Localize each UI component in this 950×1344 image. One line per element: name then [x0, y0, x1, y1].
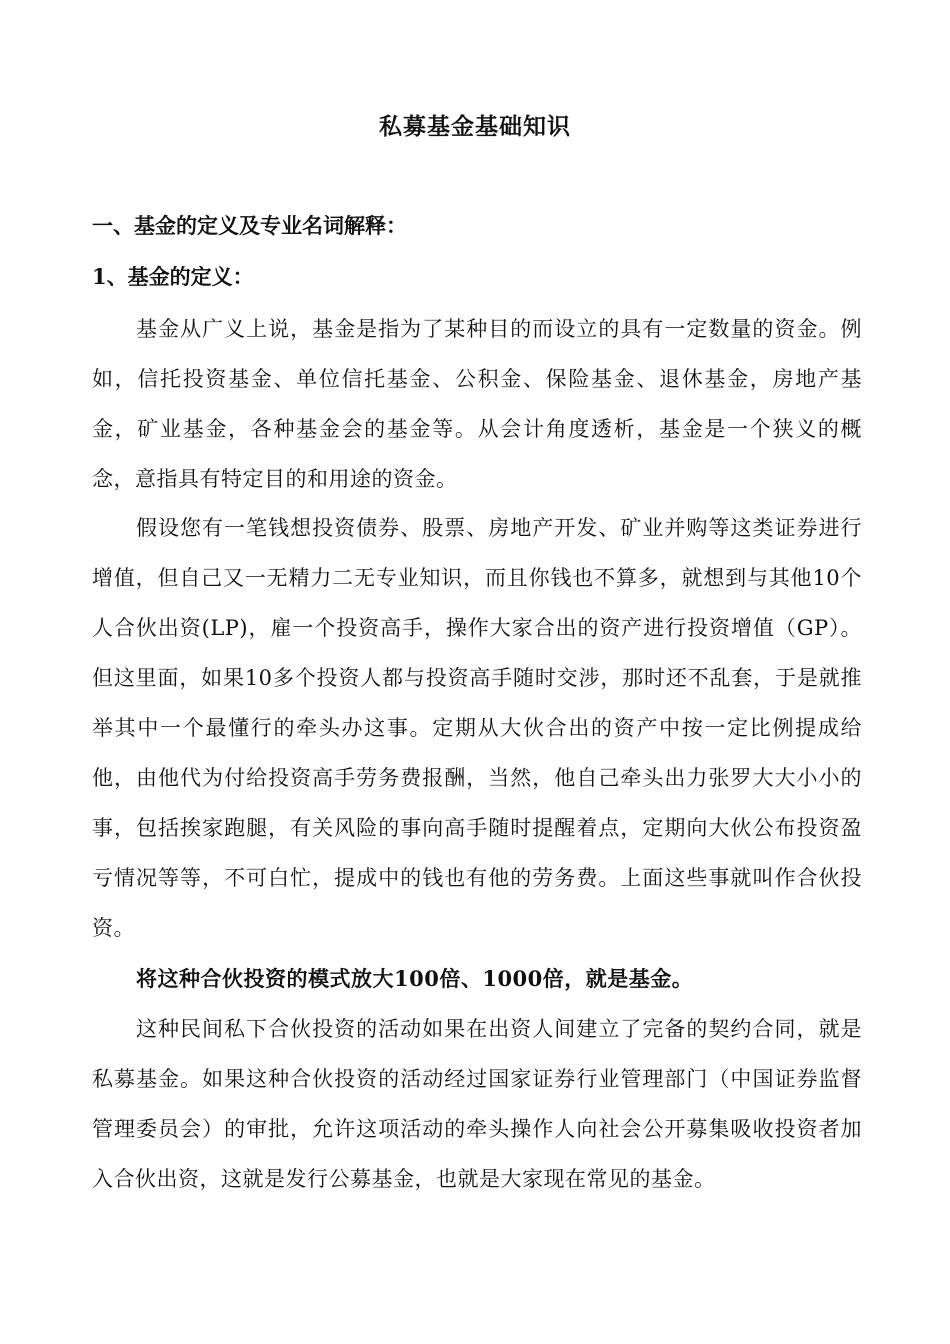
subsection-heading: 1、基金的定义： — [92, 264, 254, 289]
document-title: 私募基金基础知识 — [379, 113, 571, 140]
paragraph-example: 假设您有一笔钱想投资债券、股票、房地产开发、矿业并购等这类证券进行增值，但自己又一无精力二无专业知识，而且你钱也不算多，就想到与其他10个人合伙出资(LP)，雇一个投资高手，操作大家合出的资产进行投资增值（GP）。但这里面，如果10多个投资人都与投资高手随时交涉，那时还不乱套，于是就推举其中一个最懂行的牵头办这事。定期从大伙合出的资产中按一定比例提成给他，由他代为付给投资高手劳务费报酬，当然，他自己牵头出力张罗大大小小的事，包括挨家跑腿，有关风险的事向高手随时提醒着点，定期向大伙公布投资盈亏情况等等，不可白忙，提成中的钱也有他的劳务费。上面这些事就叫作合伙投资。 — [92, 516, 862, 940]
paragraph-emphasis: 将这种合伙投资的模式放大100倍、1000倍，就是基金。 — [136, 966, 694, 991]
paragraph-private-public-fund: 这种民间私下合伙投资的活动如果在出资人间建立了完备的契约合同，就是私募基金。如果这种合伙投资的活动经过国家证券行业管理部门（中国证券监督管理委员会）的审批，允许这项活动的牵头操作人向社会公开募集吸收投资者加入合伙出资，这就是发行公募基金，也就是大家现在常见的基金。 — [92, 1017, 862, 1191]
section-heading: 一、基金的定义及专业名词解释： — [92, 213, 407, 238]
paragraph-definition: 基金从广义上说，基金是指为了某种目的而设立的具有一定数量的资金。例如，信托投资基金、单位信托基金、公积金、保险基金、退休基金，房地产基金，矿业基金，各种基金会的基金等。从会计角度透析，基金是一个狭义的概念，意指具有特定目的和用途的资金。 — [92, 317, 862, 491]
